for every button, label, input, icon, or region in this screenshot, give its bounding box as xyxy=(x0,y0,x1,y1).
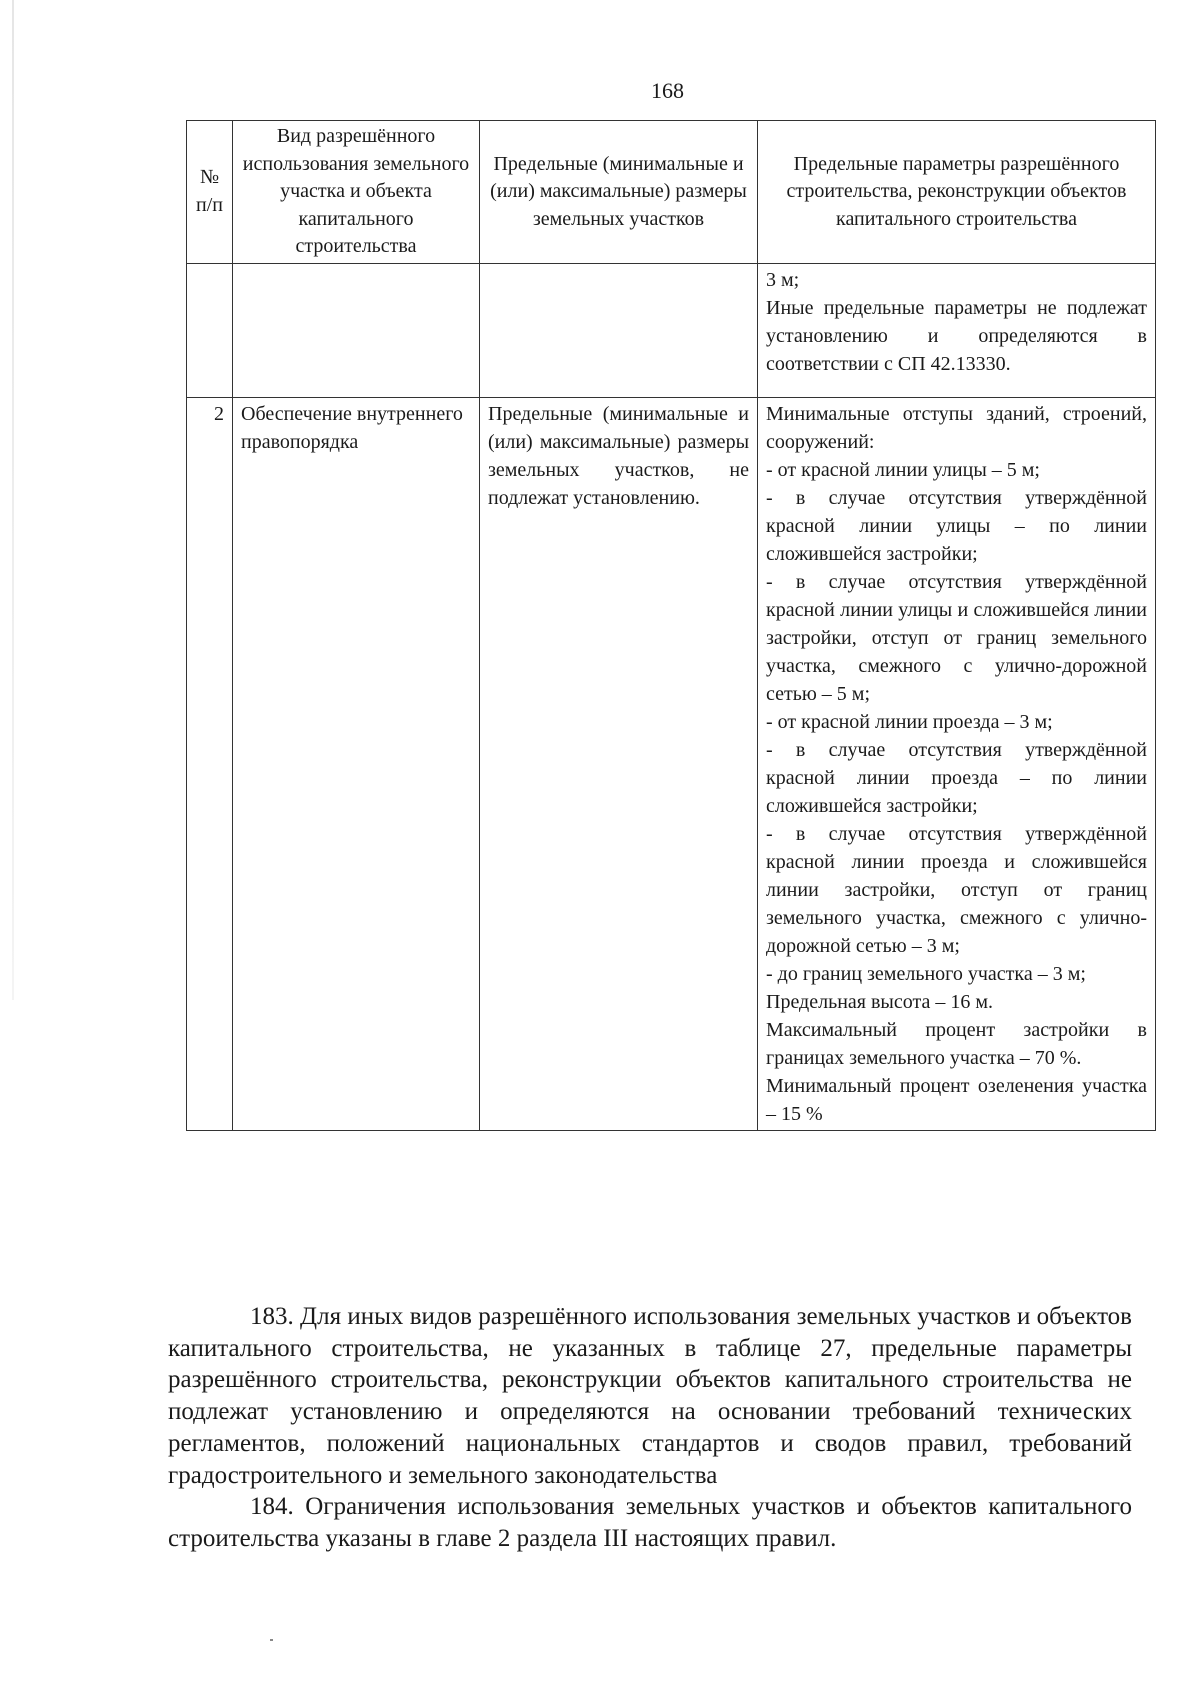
paragraph-184: 184. Ограничения использования земельных участков и объектов капитального строительства указаны в главе 2 раздела III настоящих правил. xyxy=(168,1493,1132,1552)
params-line: Иные предельные параметры не подлежат установлению и определяются в соответствии с СП 42.13330. xyxy=(766,296,1147,375)
paragraph-183: 183. Для иных видов разрешённого использования земельных участков и объектов капитального строительства, не указанных в таблице 27, предельные параметры разрешённого строительства, реконструкции объектов капитального строительства не подлежат установлению и определяются на основании требований технических регламентов, положений национальных стандартов и сводов правил, требований градостроительного и земельного законодательства xyxy=(168,1303,1132,1489)
params-line: Минимальные отступы зданий, строений, сооружений: xyxy=(766,402,1147,453)
row-use-kind: Обеспечение внутреннего правопорядка xyxy=(233,397,480,1130)
params-line: - в случае отсутствия утверждённой красной линии проезда и сложившейся линии застройки, отступ от границ земельного участка, смежного с улично-дорожной сетью – 3 м; xyxy=(766,822,1147,957)
row-construction-params xyxy=(758,263,1156,397)
row-plot-size xyxy=(480,263,758,397)
row-use-kind xyxy=(233,263,480,397)
params-line: - до границ земельного участка – 3 м; xyxy=(766,962,1086,985)
params-line: - от красной линии проезда – 3 м; xyxy=(766,710,1053,733)
body-text xyxy=(168,1301,1132,1555)
header-use-kind: Вид разрешённого использования земельного участка и объекта капитального строительства xyxy=(233,121,480,264)
table-row xyxy=(187,397,1156,1130)
params-line: Максимальный процент застройки в границах земельного участка – 70 %. xyxy=(766,1018,1147,1069)
params-line: Предельная высота – 16 м. xyxy=(766,990,994,1013)
page-number: 168 xyxy=(651,78,684,103)
land-use-parameters-table xyxy=(186,120,1156,1131)
params-line: - в случае отсутствия утверждённой красной линии улицы и сложившейся линии застройки, отступ от границ земельного участка, смежного с улично-дорожной сетью – 5 м; xyxy=(766,570,1147,705)
params-line: - в случае отсутствия утверждённой красной линии улицы – по линии сложившейся застройки; xyxy=(766,486,1147,565)
header-construction-params: Предельные параметры разрешённого строительства, реконструкции объектов капитального строительства xyxy=(758,121,1156,264)
header-number: № п/п xyxy=(187,121,233,264)
scan-speck xyxy=(270,1639,273,1641)
row-number: 2 xyxy=(187,397,233,1130)
params-line: 3 м; xyxy=(766,268,800,291)
row-construction-params xyxy=(758,397,1156,1130)
header-plot-size: Предельные (минимальные и (или) максимальные) размеры земельных участков xyxy=(480,121,758,264)
params-line: Минимальный процент озеленения участка – 15 % xyxy=(766,1074,1147,1125)
params-line: - от красной линии улицы – 5 м; xyxy=(766,458,1040,481)
row-number xyxy=(187,263,233,397)
table-row xyxy=(187,263,1156,397)
row-plot-size: Предельные (минимальные и (или) максимальные) размеры земельных участков, не подлежат установлению. xyxy=(480,397,758,1130)
scan-edge-shadow xyxy=(12,0,14,1000)
params-line: - в случае отсутствия утверждённой красной линии проезда – по линии сложившейся застройки; xyxy=(766,738,1147,817)
table-header-row xyxy=(187,121,1156,264)
